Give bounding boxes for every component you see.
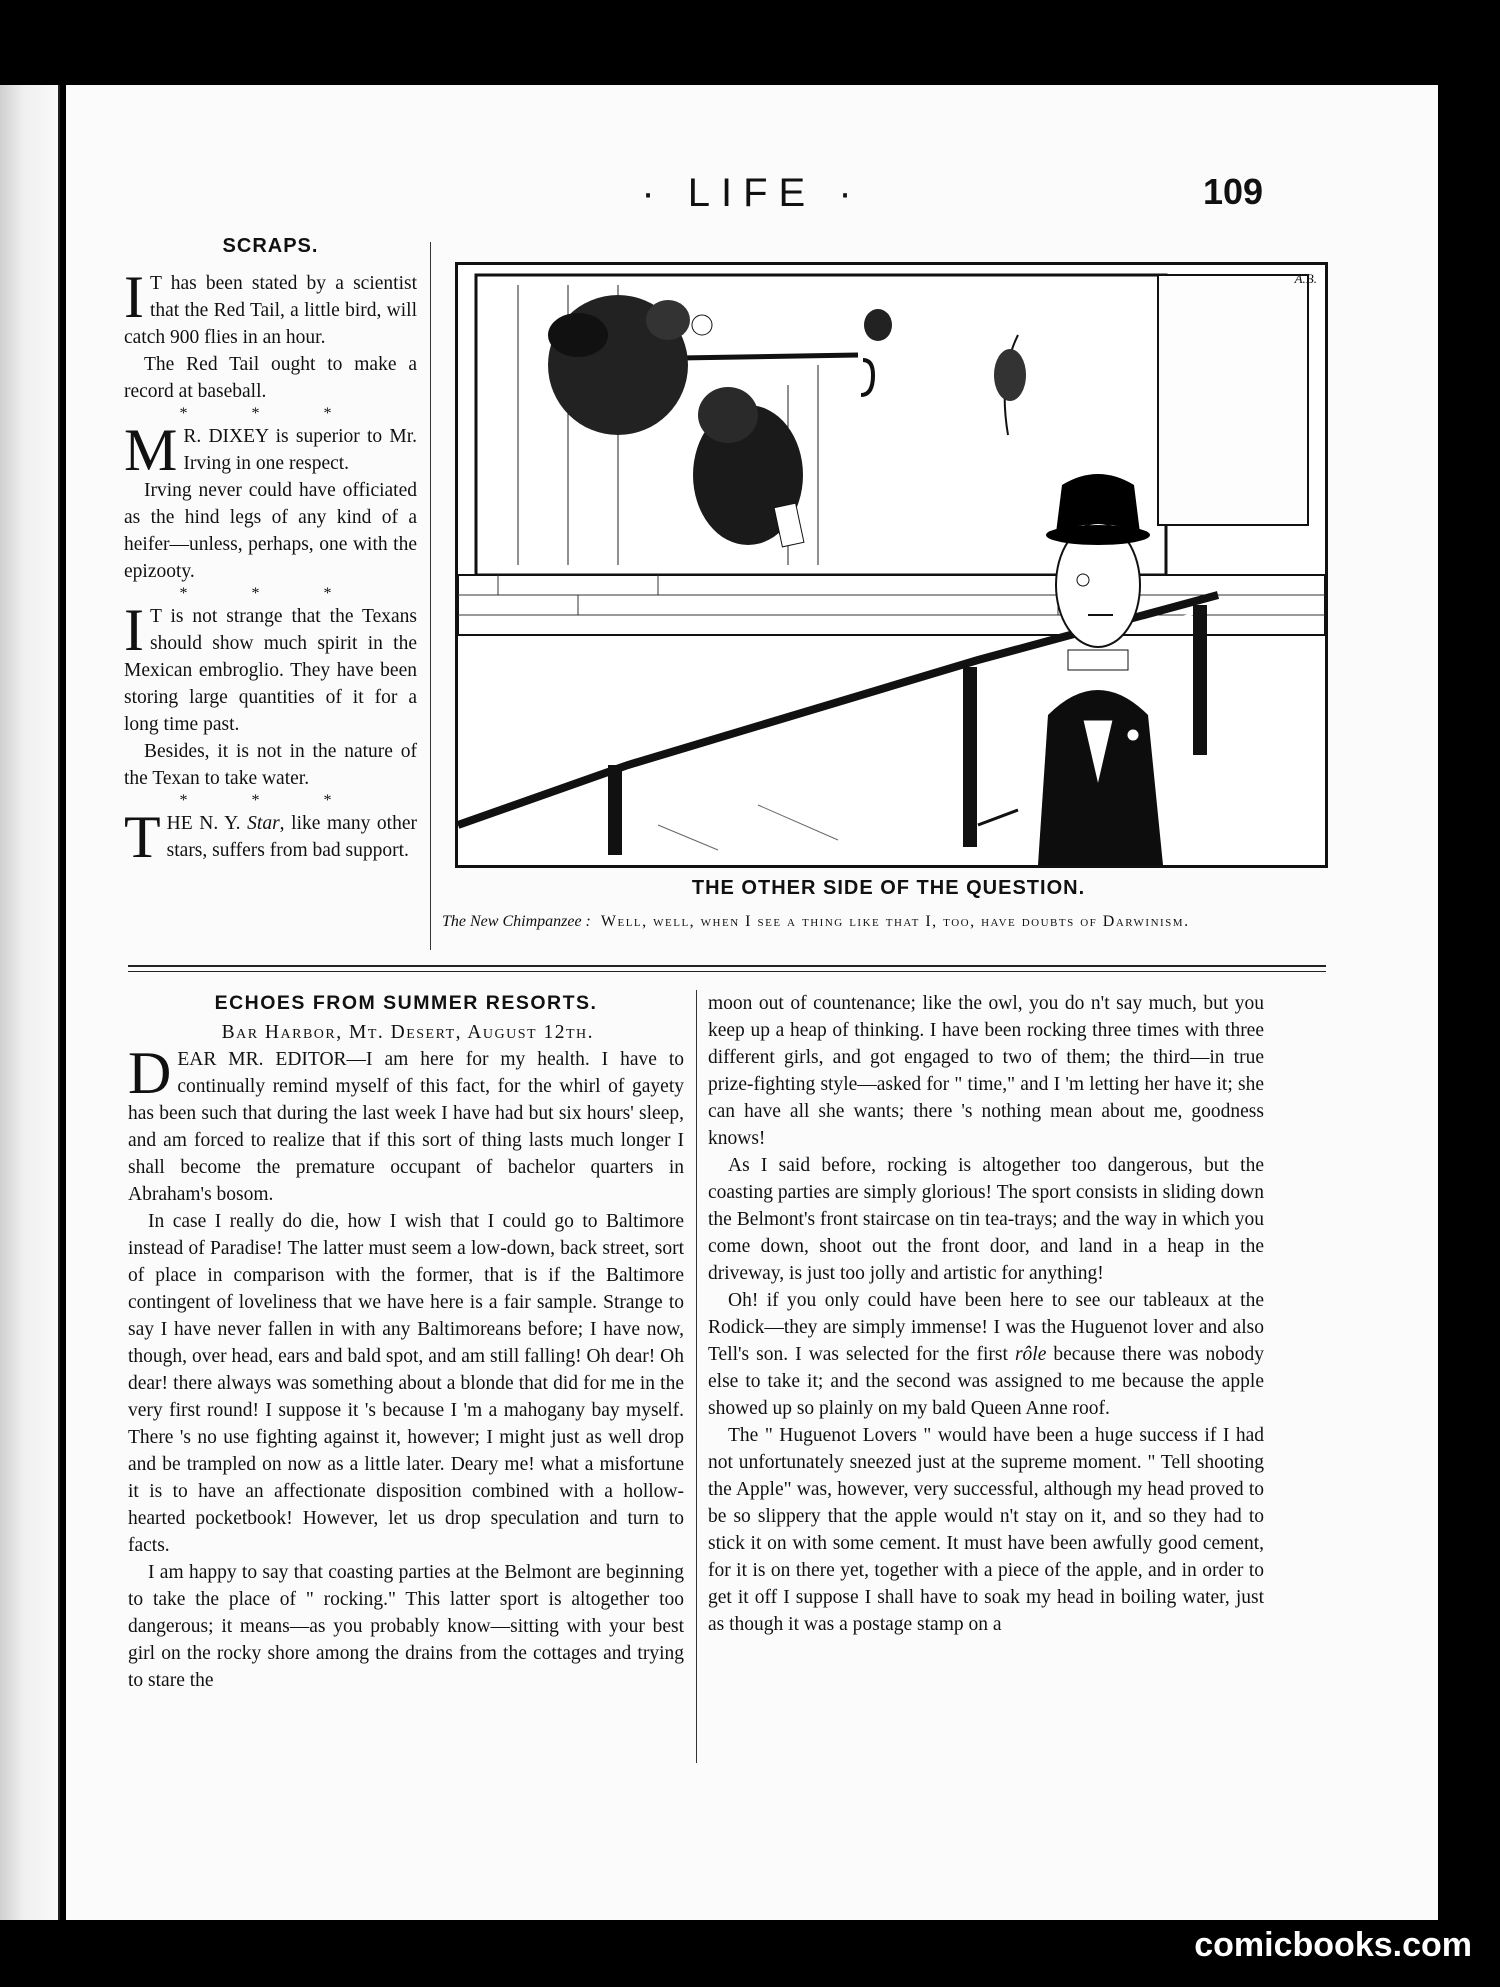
scraps-heading: SCRAPS. xyxy=(222,235,319,257)
facing-page-edge xyxy=(0,85,60,1920)
scraps-column xyxy=(124,233,417,870)
article-column-right xyxy=(708,990,1264,1638)
caption-speaker: The New Chimpanzee : xyxy=(442,913,591,930)
article-paragraph: As I said before, rocking is altogether too dangerous, but the coasting parties are simply glorious! The sport consists in sliding down the Belmont's front staircase on tin tea-trays; and the way in which you come down, shoot out the front door, and land in a heap in the driveway, is just too jolly and artistic for anything! xyxy=(708,1155,1264,1284)
article-paragraph: The " Huguenot Lovers " would have been a huge success if I had not unfortunately sneezed just at the supreme moment. " Tell shooting the Apple" was, however, very successful, although my head proved to be so slippery that the apple would n't stay on it, and so they had to stick it on with some cement. It must have been awfully good cement, for it is on there yet, together with a piece of the apple, and in order to get it off I suppose I shall have to soak my head in boiling water, just as though it was a postage stamp on a xyxy=(708,1425,1264,1635)
cartoon-caption xyxy=(442,912,1322,932)
cartoon-illustration xyxy=(455,262,1328,868)
article-title: ECHOES FROM SUMMER RESORTS. xyxy=(214,992,598,1014)
scraps-item-follow: Irving never could have officiated as the hind legs of any kind of a heifer—unless, perhaps, one with the epizooty. xyxy=(124,480,417,582)
section-rule xyxy=(128,965,1326,967)
section-stars: * * * xyxy=(179,585,362,602)
scraps-item-follow: Besides, it is not in the nature of the Texan to take water. xyxy=(124,741,417,789)
article-paragraph: moon out of countenance; like the owl, you do n't say much, but you keep up a heap of thinking. I have been rocking three times with three different girls, and got engaged to two of them; the third—in true prize-fighting style—asked for " time," and I 'm letting her have it; she can have all she wants; there 's nothing mean about me, goodness knows! xyxy=(708,993,1264,1149)
article-dateline: Bar Harbor, Mt. Desert, August 12th. xyxy=(221,1022,594,1043)
article-paragraph: In case I really do die, how I wish that I could go to Baltimore instead of Paradise! The latter must seem a low-down, back street, sort of place in comparison with the former, that is if the Baltimore contingent of loveliness that we have here is a fair sample. Strange to say I have never fallen in with any Baltimoreans before; I have now, though, over head, ears and bald spot, and am still falling! Oh dear! Oh dear! there always was something about a blonde that did for me in the very first round! I suppose it 's because I 'm a mahogany bay myself. There 's no use fighting against it, however; I might just as well drop and be trampled on now as a little later. Deary me! what a misfortune it is to have an affectionate disposition combined with a hollow-hearted pocketbook! However, let us drop speculation and turn to facts. xyxy=(128,1211,684,1556)
scraps-item: I T has been stated by a scientist that the Red Tail, a little bird, will catch 900 flies in an hour. xyxy=(124,264,417,348)
cartoon-drawing xyxy=(458,265,1325,865)
artist-signature: A.B. xyxy=(1294,271,1317,286)
section-stars: * * * xyxy=(179,792,362,809)
scraps-item: THE N. Y. Star, like many other stars, suffers from bad support. xyxy=(124,804,417,870)
column-rule xyxy=(430,242,431,950)
page-number: 109 xyxy=(1203,171,1264,212)
article-paragraph: DEAR MR. EDITOR—I am here for my health. I have to continually remind myself of this fact, for the whirl of gayety has been such that during the last week I have had but six hours' sleep, and am forced to realize that if this sort of thing lasts much longer I shall become the premature occupant of bachelor quarters in Abraham's bosom. xyxy=(128,1040,684,1205)
scraps-item-follow: The Red Tail ought to make a record at baseball. xyxy=(124,354,417,402)
article-paragraph: Oh! if you only could have been here to see our tableaux at the Rodick—they are simply immense! I was the Huguenot lover and also Tell's son. I was selected for the first rôle because there was nobody else to take it; and the second was assigned to me because the apple showed up so plainly on my bald Queen Anne roof. xyxy=(708,1290,1264,1419)
site-watermark: comicbooks.com xyxy=(1194,1926,1472,1964)
section-stars: * * * xyxy=(179,405,362,422)
section-rule xyxy=(128,971,1326,972)
caption-quote: Well, well, when I see a thing like that I, too, have doubts of Darwinism. xyxy=(600,913,1190,930)
magazine-page xyxy=(66,85,1438,1920)
column-rule xyxy=(696,990,697,1763)
cartoon-caption-title: THE OTHER SIDE OF THE QUESTION. xyxy=(691,877,1086,899)
article-paragraph: I am happy to say that coasting parties at the Belmont are beginning to take the place of " rocking." This latter sport is altogether too dangerous; it means—as you probably know—sitting with your best girl on the rocky shore among the drains from the cottages and trying to stare the xyxy=(128,1562,684,1691)
scraps-item: I T is not strange that the Texans should show much spirit in the Mexican embroglio. They have been storing large quantities of it for a long time past. xyxy=(124,597,417,735)
article-column-left xyxy=(128,990,684,1694)
masthead-title: · LIFE · xyxy=(641,171,863,215)
scraps-item: M R. DIXEY is superior to Mr. Irving in one respect. xyxy=(124,417,417,483)
